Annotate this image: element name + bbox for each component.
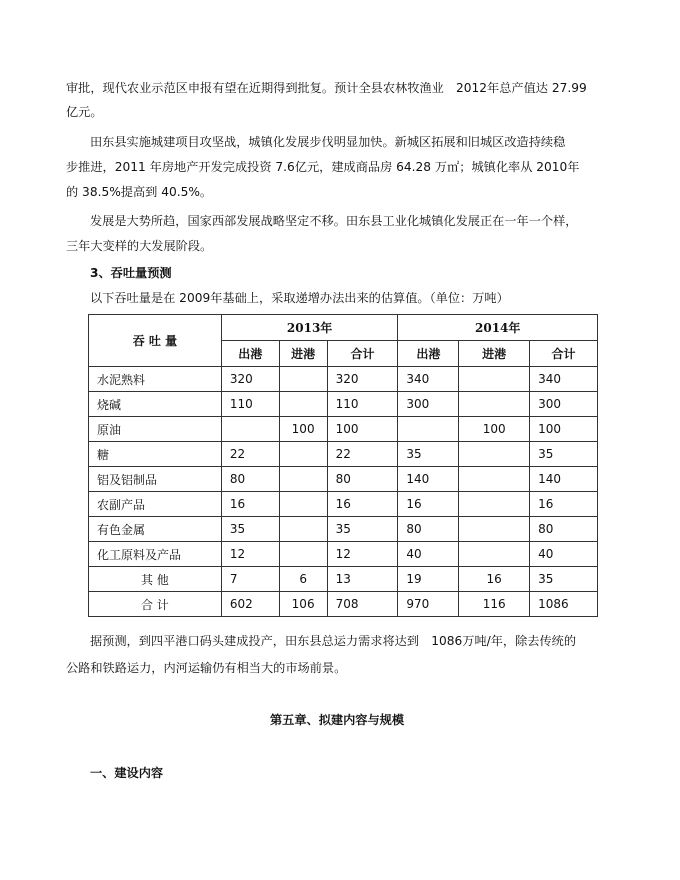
value-cell: 708 [327, 592, 398, 617]
value-cell [459, 467, 530, 492]
value-cell: 22 [327, 442, 398, 467]
value-cell: 80 [221, 467, 279, 492]
value-cell: 100 [530, 417, 598, 442]
value-cell: 35 [327, 517, 398, 542]
value-cell: 100 [459, 417, 530, 442]
table-row [89, 467, 598, 492]
subheader-cell: 进港 [279, 341, 327, 367]
table-row [89, 392, 598, 417]
value-cell: 35 [530, 442, 598, 467]
value-cell [279, 367, 327, 392]
value-cell: 7 [221, 567, 279, 592]
table-row [89, 367, 598, 392]
subheader-cell: 合计 [530, 341, 598, 367]
value-cell: 80 [398, 517, 459, 542]
value-cell: 16 [221, 492, 279, 517]
value-cell: 106 [279, 592, 327, 617]
value-cell: 13 [327, 567, 398, 592]
value-cell: 16 [530, 492, 598, 517]
paragraph-line: 的 38.5%提高到 40.5%。 [66, 185, 213, 199]
category-cell: 合 计 [89, 592, 222, 617]
paragraph-line: 审批，现代农业示范区申报有望在近期得到批复。预计全县农林牧渔业 2012年总产值达 27.99 [66, 81, 587, 95]
paragraph-line: 亿元。 [66, 105, 103, 119]
table-row [89, 592, 598, 617]
value-cell: 300 [530, 392, 598, 417]
value-cell: 80 [327, 467, 398, 492]
value-cell [459, 492, 530, 517]
value-cell: 116 [459, 592, 530, 617]
value-cell: 22 [221, 442, 279, 467]
value-cell: 6 [279, 567, 327, 592]
category-cell: 农副产品 [89, 492, 222, 517]
paragraph-line: 公路和铁路运力，内河运输仍有相当大的市场前景。 [66, 661, 347, 675]
subheader-cell: 合计 [327, 341, 398, 367]
value-cell [279, 467, 327, 492]
value-cell: 340 [398, 367, 459, 392]
value-cell: 100 [327, 417, 398, 442]
value-cell [279, 517, 327, 542]
value-cell: 100 [279, 417, 327, 442]
table-body [89, 367, 598, 617]
value-cell: 12 [327, 542, 398, 567]
value-cell: 40 [530, 542, 598, 567]
value-cell: 19 [398, 567, 459, 592]
category-cell: 铝及铝制品 [89, 467, 222, 492]
value-cell: 300 [398, 392, 459, 417]
category-cell: 水泥熟料 [89, 367, 222, 392]
paragraph-line: 发展是大势所趋，国家西部发展战略坚定不移。田东县工业化城镇化发展正在一年一个样， [90, 214, 578, 228]
value-cell [459, 367, 530, 392]
year-header-2013: 2013年 [221, 315, 398, 341]
table-row [89, 567, 598, 592]
table-row [89, 492, 598, 517]
value-cell: 16 [327, 492, 398, 517]
value-cell [279, 492, 327, 517]
value-cell: 140 [530, 467, 598, 492]
chapter-title: 第五章、拟建内容与规模 [270, 713, 405, 727]
value-cell: 40 [398, 542, 459, 567]
value-cell [279, 392, 327, 417]
value-cell [459, 517, 530, 542]
value-cell [279, 442, 327, 467]
value-cell [398, 417, 459, 442]
paragraph-line: 据预测，到四平港口码头建成投产，田东县总运力需求将达到 1086万吨/年，除去传统的 [90, 634, 577, 648]
value-cell: 110 [327, 392, 398, 417]
value-cell: 35 [530, 567, 598, 592]
category-cell: 糖 [89, 442, 222, 467]
value-cell [459, 392, 530, 417]
category-cell: 化工原料及产品 [89, 542, 222, 567]
table-row [89, 417, 598, 442]
value-cell: 16 [398, 492, 459, 517]
paragraph-line: 步推进，2011 年房地产开发完成投资 7.6亿元，建成商品房 64.28 万㎡；城镇化率从 2010年 [66, 160, 580, 174]
table-header-row [89, 315, 598, 341]
value-cell: 320 [221, 367, 279, 392]
value-cell: 80 [530, 517, 598, 542]
category-cell: 有色金属 [89, 517, 222, 542]
subsection-title: 一、建设内容 [90, 766, 164, 780]
value-cell: 320 [327, 367, 398, 392]
paragraph-line: 三年大变样的大发展阶段。 [66, 239, 213, 253]
table-row [89, 442, 598, 467]
value-cell: 35 [398, 442, 459, 467]
section-heading: 3、吞吐量预测 [90, 266, 172, 280]
value-cell: 970 [398, 592, 459, 617]
value-cell [459, 442, 530, 467]
throughput-table [88, 314, 598, 617]
value-cell: 340 [530, 367, 598, 392]
category-cell: 其 他 [89, 567, 222, 592]
subheader-cell: 进港 [459, 341, 530, 367]
row-header-cell: 吞 吐 量 [89, 315, 222, 367]
value-cell [459, 542, 530, 567]
value-cell: 35 [221, 517, 279, 542]
value-cell: 110 [221, 392, 279, 417]
subheader-cell: 出港 [398, 341, 459, 367]
value-cell [279, 542, 327, 567]
value-cell: 12 [221, 542, 279, 567]
table-row [89, 542, 598, 567]
subheader-cell: 出港 [221, 341, 279, 367]
value-cell: 140 [398, 467, 459, 492]
value-cell: 602 [221, 592, 279, 617]
value-cell: 16 [459, 567, 530, 592]
category-cell: 烧碱 [89, 392, 222, 417]
table-intro: 以下吞吐量是在 2009年基础上，采取递增办法出来的估算值。（单位：万吨） [90, 291, 509, 305]
table-row [89, 517, 598, 542]
year-header-2014: 2014年 [398, 315, 598, 341]
category-cell: 原油 [89, 417, 222, 442]
value-cell: 1086 [530, 592, 598, 617]
paragraph-line: 田东县实施城建项目攻坚战，城镇化发展步伐明显加快。新城区拓展和旧城区改造持续稳 [90, 135, 566, 149]
value-cell [221, 417, 279, 442]
